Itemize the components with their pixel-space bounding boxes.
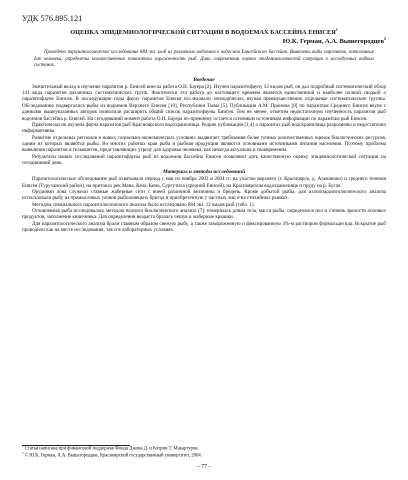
footnotes — [22, 446, 386, 459]
footnote-text: © Ю.К. Герман, А.А. Вышегородцев, Красноярский государственный университет, 2004. — [24, 453, 202, 459]
introduction-section — [22, 84, 386, 166]
intro-paragraph: Практически не изучена фауна паразитов рыб Красноярского водохранилища. Редкие публикации [1,4] о паразитах рыб водохранилища разрознены и недостаточно информативны. — [22, 121, 386, 135]
footnote-marker: 1 — [22, 444, 24, 448]
paper-title — [22, 29, 386, 36]
methods-paragraph: Отловленная рыба исследовалась методом полного биологического анализа [7]: измерялась длина тела, масса рыбы, определялся пол и степень зрелости половых продуктов, заполнение кишечника. Для определения возраста бралась чешуя и жаберные крышки. — [22, 207, 386, 221]
intro-paragraph: Значительный вклад в изучение паразитов р. Енисей внесла работа О.Н. Бауера [2]. Изучен паразитофауну 32 видов рыб, он дал подробный систематический обзор 141 вида паразитов различных систематических групп. Фактически эта работа до настоящего времени является единственной и наиболее полной сводкой о паразитофауне Енисея. В последующие годы фауну паразитов Енисея исследовали эпизодически, изучая преимущественно отдельные систематические группы. Обследованию подвергались рыбы из водоемов Верхнего Енисея [10], Республики Тывы [5]. Публикация А.М. Пронина [8] по паразитам Среднего Енисея вкупе с данными вышеуказанных авторов позволили расширить общий список паразитофауны Енисея. Тем не менее, отметим недостаточную изученность паразитов рыб водоемов бассейна р. Енисей. На сегодняшний момент работа О.Н. Бауера по-прежнему остается основным источником информации по паразитам рыб Енисея. — [22, 83, 386, 122]
authors-footnote-marker: 2 — [384, 35, 386, 41]
footnote — [22, 450, 386, 460]
authors-text: Ю.К. Герман, А.А. Вышегородцев — [282, 38, 385, 45]
methods-paragraph: Для паразитологического анализа брали главным образом свежую рыбу, а также замороженную и фиксированную 4%-м раствором формальдегида. Вскрытие рыб проводили как на месте исследования, так и в лабораторных условиях. — [22, 220, 386, 233]
introduction-heading: Введение — [193, 76, 215, 83]
footnote-text: Статья написана при финансовой поддержке Фонда Джона Д. и Кэтрин Т. Макартуров. — [24, 446, 199, 452]
methods-paragraph: Методом специального паразитологического анализа было исследовано 884 экз. 12 видов рыб (табл. 1). — [32, 201, 255, 208]
footnote-marker: 2 — [22, 450, 24, 455]
methods-section — [22, 176, 386, 233]
methods-paragraph: Орудиями лова служили ставные жаберные сети с ячеей различной величины и бредень. Кроме добытой рыбы, для ихтиопаразитологического анализа использовали рыбу из промысловых уловов рыболовецких бригад и приобретенную у частных лиц и на стихийных рынках. — [22, 188, 386, 202]
authors — [22, 35, 386, 45]
title-text: ОЦЕНКА ЭПИДЕМИОЛОГИЧЕСКОЙ СИТУАЦИИ В ВОДОЕМАХ БАССЕЙНА ЕНИСЕЯ — [70, 29, 336, 36]
title-footnote-marker: 1 — [335, 27, 338, 32]
abstract: Проведено паразитологическое исследование 884 экз. рыб из различных водоемов в водосмов Енисейского бассейна. Выявлены виды паразитов, патогенные для человека, определены количественные показатели зараженности рыб. Дана современная оценка эпидемиологической ситуации в исследуемых водных системах. — [34, 50, 374, 69]
intro-paragraph: Развитие отдельных регионов в новых социально-экономических условиях выдвигает требования более точных количественных оценок биологических ресурсов, одним из которых являются рыбы. Во многих районах края рыба и рыбная продукция являются основными источниками питания населения. Поэтому проблема выявления паразитов и гельминтов, представляющих угрозу для здоровья человека, как никогда актуальна и своевременна. — [22, 134, 386, 154]
methods-paragraph: Паразитологическое обследование рыб охватывало период с мая по ноябрь 2003 и 2004 гг. на участке верхнего (г. Красноярск, д. Атаманово) и среднего течения Енисея (Туруханский район), на притоках рек Мана, Кача, Кемь, Сургутиха (средний Енисей), на Красноярском водохранилище и пруду на р. Бугач. — [22, 176, 386, 189]
page-number: – 77 – — [196, 464, 212, 470]
methods-heading: Материал и методы исследований — [162, 169, 246, 176]
intro-paragraph: Результаты наших исследований паразитофауны рыб из водоемов бассейна Енисея позволяют дать качественную оценку эпидемиологической ситуации на сегодняшний день. — [22, 153, 386, 166]
udk-code: УДК 576.895.121 — [22, 14, 83, 23]
